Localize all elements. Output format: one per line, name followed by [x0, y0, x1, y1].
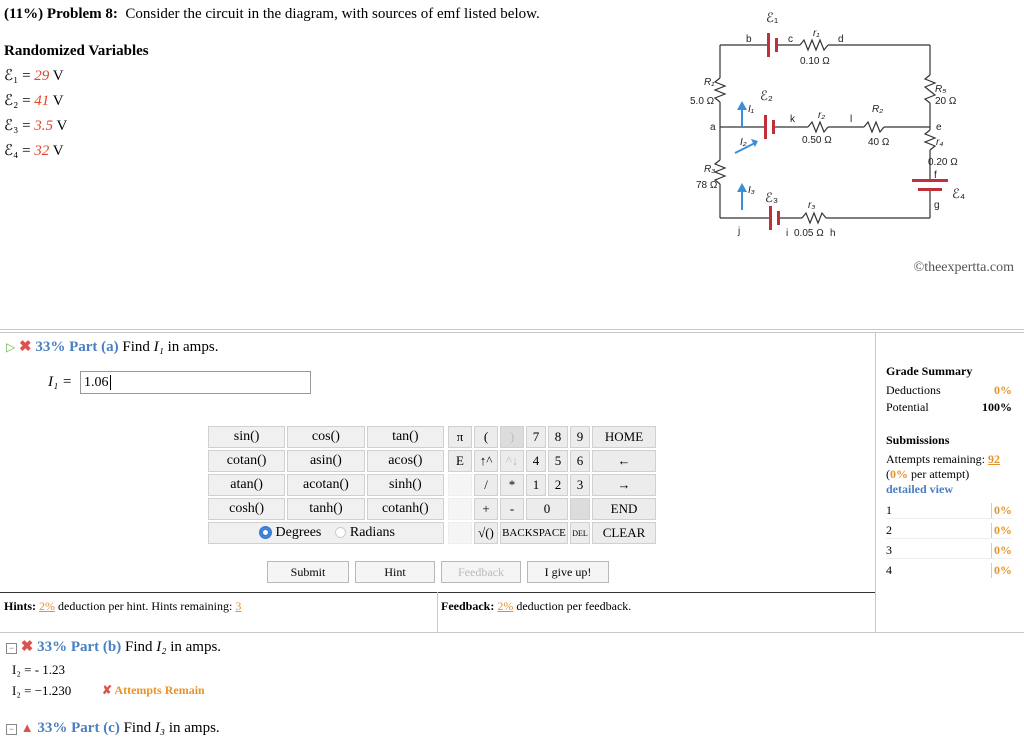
key-dot[interactable]	[570, 498, 590, 520]
label-h: h	[830, 228, 836, 239]
var-e4: ℰ₄ = 32 V	[4, 143, 64, 159]
label-R3v: 78 Ω	[696, 180, 718, 191]
hints-bar: Hints: 2% deduction per hint. Hints remaining: 3	[4, 599, 242, 613]
key-star[interactable]: *	[500, 474, 524, 496]
part-c-header[interactable]: − ▲ 33% Part (c) Find I₃ in amps.	[6, 720, 220, 737]
label-r2v: 0.50 Ω	[802, 135, 832, 146]
key-acotan[interactable]: acotan()	[287, 474, 364, 496]
play-icon[interactable]: ▷	[6, 340, 16, 354]
key-asin[interactable]: asin()	[287, 450, 364, 472]
key-rparen[interactable]: )	[500, 426, 524, 448]
label-I1: I₁	[748, 104, 754, 115]
grade-summary: Grade Summary Deductions 0% Potential 100% Submissions Attempts remaining: 92 (0% per attempt) detailed view 1 0% 2 0% 3 0% 4 0%	[886, 364, 1012, 577]
key-left[interactable]: ←	[592, 450, 656, 472]
label-R3: R₃	[704, 164, 716, 175]
var-e1: ℰ₁ = 29 V	[4, 68, 64, 84]
label-r4: r₄	[936, 137, 944, 148]
key-5[interactable]: 5	[548, 450, 568, 472]
label-R2: R₂	[872, 104, 884, 115]
key-E[interactable]: E	[448, 450, 472, 472]
label-I3: I₃	[748, 185, 755, 196]
key-blank	[448, 522, 472, 544]
key-end[interactable]: END	[592, 498, 656, 520]
key-clear[interactable]: CLEAR	[592, 522, 656, 544]
key-pi[interactable]: π	[448, 426, 472, 448]
key-down[interactable]: ^↓	[500, 450, 524, 472]
label-R5v: 20 Ω	[935, 96, 957, 107]
attempts-remaining: 92	[987, 452, 1000, 466]
key-9[interactable]: 9	[570, 426, 590, 448]
label-e2: ℰ₂	[760, 88, 773, 103]
key-tan[interactable]: tan()	[367, 426, 444, 448]
answer-input[interactable]	[80, 371, 311, 394]
key-tanh[interactable]: tanh()	[287, 498, 364, 520]
label-l: l	[850, 114, 853, 125]
function-keypad	[206, 424, 446, 546]
degrees-radio[interactable]	[259, 526, 272, 539]
label-I2: I₂	[740, 137, 747, 148]
label-r4v: 0.20 Ω	[928, 157, 958, 168]
key-0[interactable]: 0	[526, 498, 568, 520]
problem-text: Consider the circuit in the diagram, with sources of emf listed below.	[125, 6, 540, 22]
label-j: j	[738, 226, 741, 237]
submission-row-2: 0%	[991, 523, 1012, 538]
attempts-remain-badge: ✘ Attempts Remain	[102, 683, 205, 697]
label-f: f	[934, 170, 937, 181]
divider	[0, 329, 1024, 330]
problem-header	[4, 6, 540, 23]
submission-row-1: 0%	[991, 503, 1012, 518]
var-e2: ℰ₂ = 41 V	[4, 93, 64, 109]
key-6[interactable]: 6	[570, 450, 590, 472]
submission-row-3: 0%	[991, 543, 1012, 558]
key-sinh[interactable]: sinh()	[367, 474, 444, 496]
give-up-button[interactable]: I give up!	[527, 561, 609, 583]
key-slash[interactable]: /	[474, 474, 498, 496]
label-r2: r₂	[818, 110, 826, 121]
problem-percent: (11%)	[4, 6, 44, 22]
circuit-diagram	[680, 0, 970, 245]
x-icon: ✘	[102, 683, 113, 697]
feedback-button[interactable]: Feedback	[441, 561, 521, 583]
part-b-answer-2: I₂ = −1.230	[12, 683, 72, 698]
incorrect-icon: ✖	[18, 339, 32, 355]
hint-button[interactable]: Hint	[355, 561, 435, 583]
part-a-header[interactable]: ▷ ✖ 33% Part (a) Find I₁ in amps.	[6, 339, 219, 355]
key-blank	[448, 498, 472, 520]
label-R1: R₁	[704, 77, 715, 88]
key-7[interactable]: 7	[526, 426, 546, 448]
key-2[interactable]: 2	[548, 474, 568, 496]
submission-row-4: 0%	[991, 563, 1012, 578]
label-e4: ℰ₄	[952, 186, 966, 201]
label-r1: r₁	[813, 28, 820, 39]
answer-label: I₁ =	[48, 374, 73, 390]
var-e1-value: 29	[34, 68, 50, 84]
divider	[0, 632, 1024, 633]
hints-pct: 2%	[39, 599, 56, 613]
key-cosh[interactable]: cosh()	[208, 498, 285, 520]
key-minus[interactable]: -	[500, 498, 524, 520]
label-c: c	[788, 34, 793, 45]
numeric-keypad	[446, 424, 658, 546]
label-b: b	[746, 34, 752, 45]
key-sqrt[interactable]: √()	[474, 522, 498, 544]
part-b-header[interactable]: − ✖ 33% Part (b) Find I₂ in amps.	[6, 637, 221, 656]
potential-value: 100%	[982, 400, 1012, 414]
key-cotanh[interactable]: cotanh()	[367, 498, 444, 520]
deductions-value: 0%	[994, 383, 1012, 397]
label-e3: ℰ₃	[765, 190, 779, 205]
grade-title: Grade Summary	[886, 364, 973, 378]
label-r1v: 0.10 Ω	[800, 56, 830, 67]
key-del[interactable]: DEL	[570, 522, 590, 544]
key-blank	[448, 474, 472, 496]
key-atan[interactable]: atan()	[208, 474, 285, 496]
key-up[interactable]: ↑^	[474, 450, 498, 472]
var-e2-value: 41	[34, 93, 50, 109]
submissions-title: Submissions	[886, 433, 950, 447]
key-cotan[interactable]: cotan()	[208, 450, 285, 472]
label-i: i	[786, 228, 789, 239]
hints-divider	[437, 592, 438, 632]
key-8[interactable]: 8	[548, 426, 568, 448]
var-e3: ℰ₃ = 3.5 V	[4, 118, 68, 134]
key-home[interactable]: HOME	[592, 426, 656, 448]
key-right[interactable]: →	[592, 474, 656, 496]
part-b-answer-1: I₂ = - 1.23	[12, 662, 66, 677]
incorrect-icon: ✖	[20, 639, 34, 655]
grade-divider	[875, 332, 876, 632]
label-r3v: 0.05 Ω	[794, 228, 824, 239]
warning-icon: ▲	[20, 720, 34, 735]
label-e1: ℰ₁	[766, 10, 779, 25]
label-R5: R₅	[935, 84, 947, 95]
key-cos[interactable]: cos()	[287, 426, 364, 448]
text-cursor	[110, 375, 115, 390]
divider	[0, 332, 1024, 333]
key-lparen[interactable]: (	[474, 426, 498, 448]
var-e4-value: 32	[34, 143, 50, 159]
label-g: g	[934, 200, 940, 211]
label-d: d	[838, 34, 844, 45]
problem-label: Problem 8:	[46, 6, 118, 22]
label-e: e	[936, 122, 942, 133]
label-k: k	[790, 114, 795, 125]
feedback-bar: Feedback: 2% deduction per feedback.	[441, 599, 632, 613]
radians-label: Radians	[349, 525, 395, 540]
submit-button[interactable]: Submit	[267, 561, 349, 583]
hints-remaining: 3	[235, 599, 242, 613]
label-a: a	[710, 122, 716, 133]
part-a-pct: 33% Part (a)	[35, 339, 119, 355]
degrees-label: Degrees	[275, 525, 322, 540]
key-4[interactable]: 4	[526, 450, 546, 472]
key-plus[interactable]: +	[474, 498, 498, 520]
answer-input-value: 1.06	[84, 375, 109, 390]
key-acos[interactable]: acos()	[367, 450, 444, 472]
detailed-view-link[interactable]: detailed view	[886, 482, 953, 496]
part-b-pct: 33% Part (b)	[37, 639, 122, 655]
radians-radio[interactable]	[335, 527, 346, 538]
key-sin[interactable]: sin()	[208, 426, 285, 448]
feedback-pct: 2%	[497, 599, 514, 613]
collapse-icon[interactable]: −	[6, 724, 17, 735]
randomized-title: Randomized Variables	[4, 43, 149, 59]
collapse-icon[interactable]: −	[6, 643, 17, 654]
var-e3-value: 3.5	[34, 118, 54, 134]
key-backspace[interactable]: BACKSPACE	[500, 522, 568, 544]
label-R1v: 5.0 Ω	[690, 96, 715, 107]
label-R2v: 40 Ω	[868, 137, 890, 148]
key-1[interactable]: 1	[526, 474, 546, 496]
label-r3: r₃	[808, 200, 816, 211]
copyright: ©theexpertta.com	[913, 260, 1014, 275]
part-c-pct: 33% Part (c)	[37, 720, 120, 736]
key-3[interactable]: 3	[570, 474, 590, 496]
